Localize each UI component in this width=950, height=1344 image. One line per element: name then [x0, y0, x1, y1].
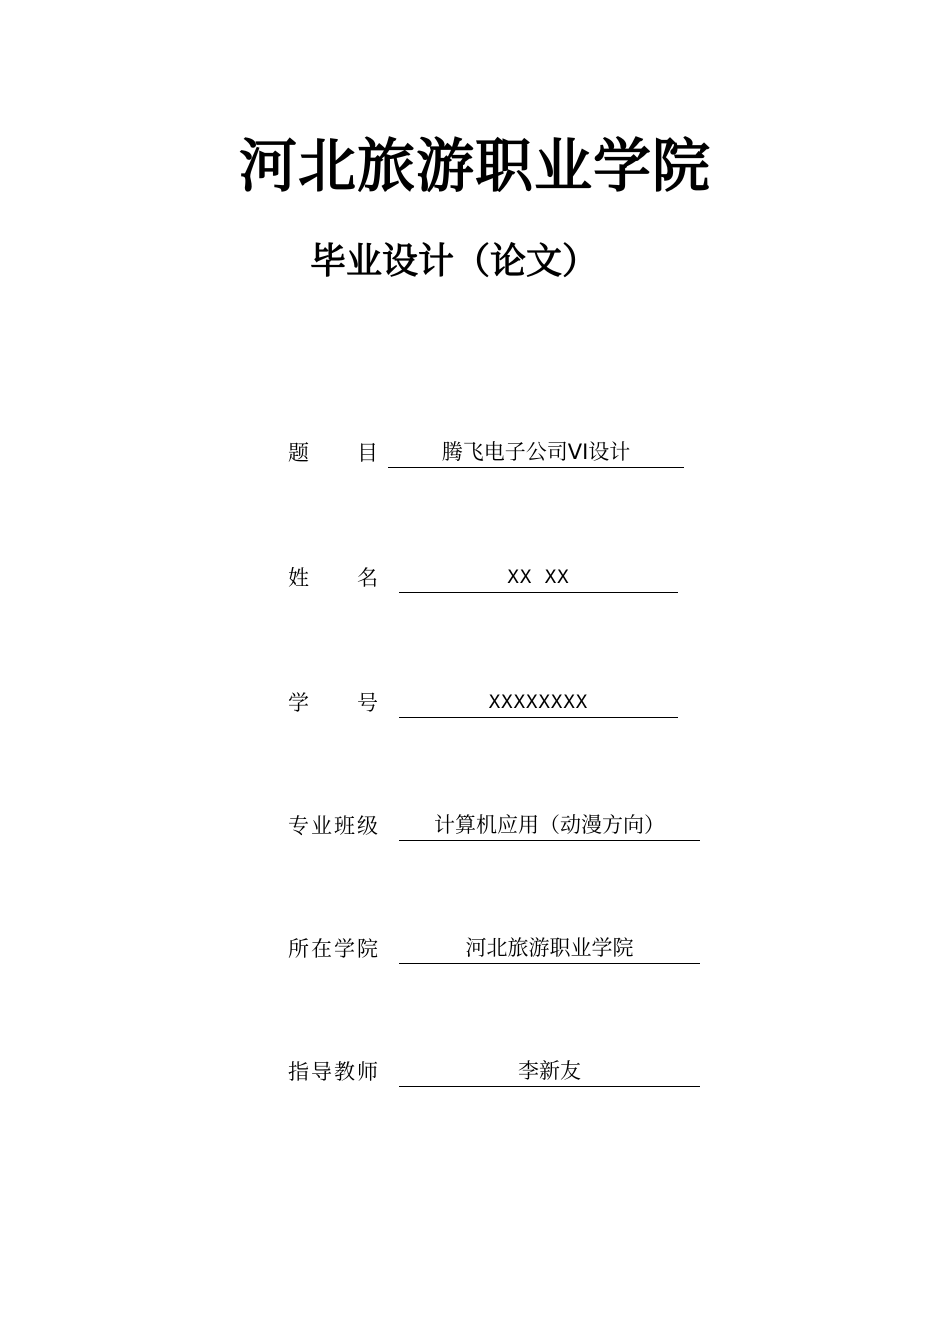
- document-subtitle: 毕业设计（论文）: [310, 241, 599, 282]
- field-topic: [288, 437, 708, 469]
- field-college: [288, 933, 708, 965]
- field-name-label: 姓 名: [288, 566, 378, 590]
- field-major-class-label: 专 业 班 级: [288, 814, 378, 838]
- document-title: 河北旅游职业学院: [238, 132, 711, 200]
- field-name-value: XX XX: [399, 562, 678, 593]
- field-student-id: [288, 687, 708, 719]
- field-college-label: 所 在 学 院: [288, 937, 378, 961]
- field-topic-value: 腾飞电子公司VI设计: [388, 437, 684, 468]
- field-major-class-value: 计算机应用（动漫方向）: [399, 810, 700, 841]
- field-student-id-label: 学 号: [288, 691, 378, 715]
- field-student-id-value: XXXXXXXX: [399, 687, 678, 718]
- field-advisor-label: 指 导 教 师: [288, 1060, 378, 1084]
- field-topic-label: 题 目: [288, 441, 378, 465]
- field-name: [288, 562, 708, 594]
- field-advisor: [288, 1056, 708, 1088]
- field-major-class: [288, 810, 708, 842]
- field-college-value: 河北旅游职业学院: [399, 933, 700, 964]
- field-advisor-value: 李新友: [399, 1056, 700, 1087]
